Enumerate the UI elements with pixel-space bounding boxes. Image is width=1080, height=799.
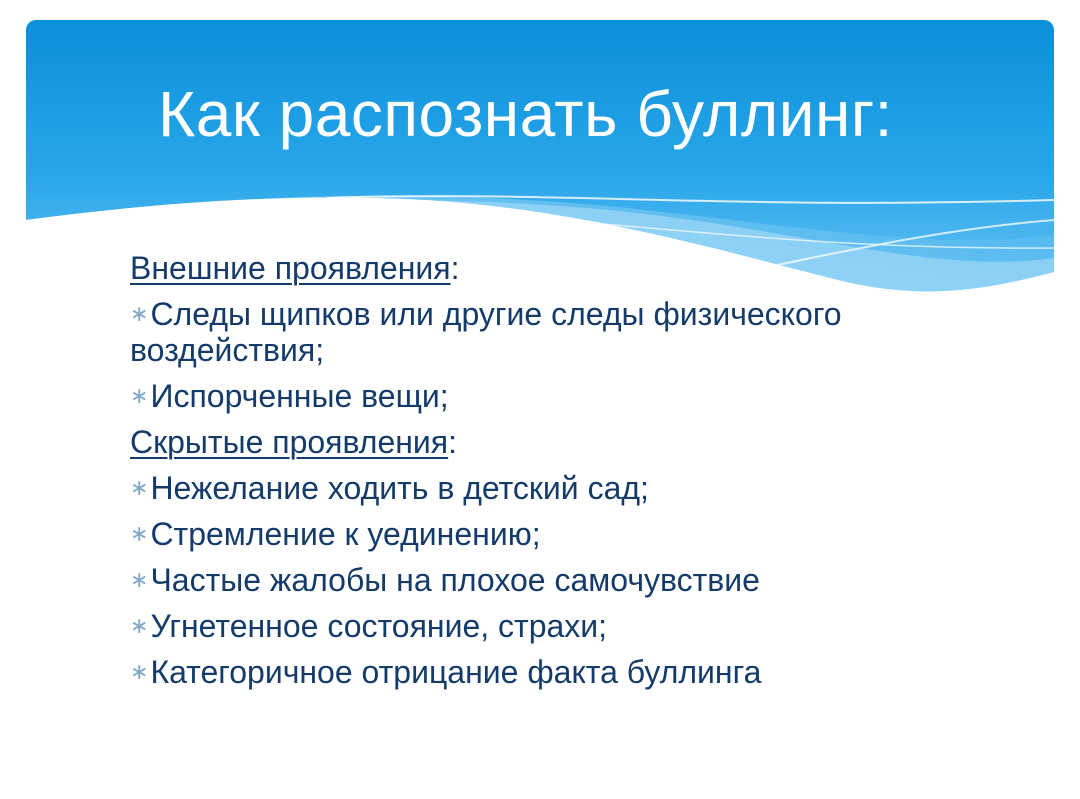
list-item [130,516,990,552]
list-item-text: Категоричное отрицание факта буллинга [150,654,762,690]
list-item [130,562,990,598]
asterisk-bullet-icon: ∗ [130,301,149,326]
section-heading-external-text: Внешние проявления [130,250,451,286]
list-item-text: Следы щипков или другие следы физического воздействия; [130,296,842,368]
asterisk-bullet-icon: ∗ [130,659,149,684]
list-item-text: Частые жалобы на плохое самочувствие [150,562,760,598]
list-item-text: Испорченные вещи; [150,378,449,414]
asterisk-bullet-icon: ∗ [130,383,149,408]
list-item [130,378,990,414]
section-heading-hidden-colon: : [448,424,457,460]
section-heading-external [130,250,990,286]
list-item-text: Угнетенное состояние, страхи; [150,608,608,644]
list-item-text: Стремление к уединению; [150,516,541,552]
section-heading-hidden [130,424,990,460]
slide-content [130,250,990,700]
list-item [130,608,990,644]
section-heading-external-colon: : [450,250,460,286]
list-item-text: Нежелание ходить в детский сад; [150,470,649,506]
slide-title: Как распознать буллинг: [158,78,893,150]
asterisk-bullet-icon: ∗ [130,567,149,592]
asterisk-bullet-icon: ∗ [130,613,149,638]
list-item [130,296,990,368]
list-item [130,470,990,506]
list-item [130,654,990,690]
asterisk-bullet-icon: ∗ [130,475,149,500]
asterisk-bullet-icon: ∗ [130,521,149,546]
slide [26,20,1054,790]
section-heading-hidden-text: Скрытые проявления [130,424,449,460]
